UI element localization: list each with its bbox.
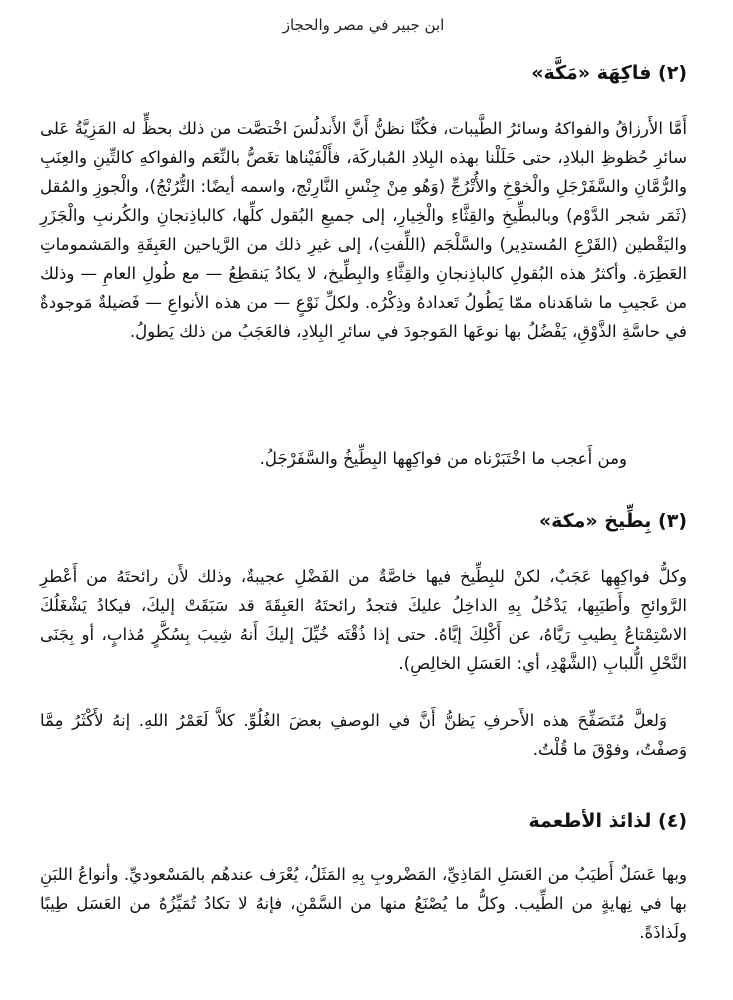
running-head: ابن جبير في مصر والحجاز: [282, 16, 445, 34]
paragraph-fruits-closing: ومن أَعجب ما اخْتَبَرْناه من فواكِهِها البِطِّيخُ والسَّفَرْجَلُ.: [259, 449, 627, 468]
section-title-fruit-of-mecca: (٢) فاكِهَة «مَكَّة»: [531, 62, 687, 84]
paragraph-foods: وبها عَسَلٌ أَطيَبُ من العَسَلِ المَاذِيِّ، المَضْروبِ بِهِ المَثَلُ، يُعْرَف عندهُم بالمَسْعوديِّ. وأنواعُ اللبَنِ بها في نِهايةٍ من الطِّيب. وكلُّ ما يُصْنَعُ منها من السَّمْنِ، فإنهُ لا تكادُ تُمَيِّزُهُ من العَسَل طِيبًا ولَذاذَةً.: [40, 865, 687, 942]
paragraph-melon-closing: وَلعلَّ مُتَصَفِّحَ هذه الأَحرفِ يَظنُّ أَنَّ في الوصفِ بعضَ الغُلُوِّ. كلاَّ لَعَمْرُ اللهِ. إنهُ لأَكْثَرُ مِمَّا وَصفْتُ، وفوْقَ ما قُلْتُ.: [40, 711, 687, 759]
paragraph-melon: وكلُّ فواكِهِها عَجَبٌ، لكنْ للبِطِّيخ فيها خاصَّةٌ من الفَضْلِ عجيبةٌ، وذلك لأَن رائحتَهُ من أَعْطرِ الرَّوائحِ وأَطيَبِها، يَدْخُلُ بِهِ الداخِلُ عليكَ فتجدُ رائحتَهُ العَبِقَةَ قد سَبَقَتْ إليكَ، فيكادُ يَشْغَلُكَ الاسْتِمْتاعُ بِطيبِ رَيَّاهُ، عن أَكْلِكَ إيَّاهُ. حتى إذا ذُقْتَه خُيِّلَ إليكَ أَنهُ شِيبَ بِسُكَّرٍ مُذابٍ، أو بِجَنَى النَّحْلِ الُّلبابِ (الشَّهْدِ، أي: العَسَلِ الخالِصِ).: [40, 567, 687, 673]
section-title-melon-of-mecca: (٣) بِطِّيخ «مكة»: [538, 510, 687, 532]
section-title-delicious-foods: (٤) لذائذ الأطعمة: [528, 810, 687, 832]
paragraph-fruits: أَمَّا الأَرزاقُ والفواكهُ وسائرُ الطَّيبات، فكُنَّا نظنُّ أَنَّ الأَندلُسَ اخْتصَّت من ذلك بحظٍّ له المَزِيَّةُ عَلى سائرِ حُظوظِ البلادِ، حتى حَلَلْنا بهذه البِلادِ المُباركَة، فأَلْفَيْناها تغَصُّ بالنِّعَم والفواكهِ كالتِّينِ والعِنَبِ والرُّمَّانِ والسَّفَرْجَلِ والْخوْخِ والأُتْرُجِّ (وَهُو مِنْ جِنْسِ النَّارِنْج، واسمه أيضًا: التُّرُنْجُ)، والْجوزِ والمُقل (ثَمَر شجر الدَّوْم) وبالبطِّيخِ والقِثَّاءِ والْخِيارِ، إلى جميعِ البُقول كلِّها، كالباذِنجانِ والكُرنبِ والْجَزَرِ واليَقْطين (القَرْعِ المُستدِير) والسَّلْجَم (اللِّفتِ)، إلى غيرِ ذلك من الرَّياحين العَبِقَةِ والمَشموماتِ العَطِرَة. وأكثرُ هذه البُقولِ كالباذِنجانِ والقِثَّاءِ والبِطِّيخ، لا يكادُ يَنقطِعُ — مع طُولِ العامِ — وذلك من عَجيبِ ما شاهَدناه ممّا يَطُولُ تَعدادهُ وذِكْرُه. ولكلِّ نَوْعٍ — من هذه الأنواعِ — فَضيلةٌ مَوجودةٌ في حاسَّةِ الذَّوْقِ، يَفْضُلُ بها نوعَها المَوجودَ في سائرِ البِلادِ، فالعَجَبُ من ذلك يَطولُ.: [40, 119, 687, 341]
book-page: [40, 0, 687, 1000]
